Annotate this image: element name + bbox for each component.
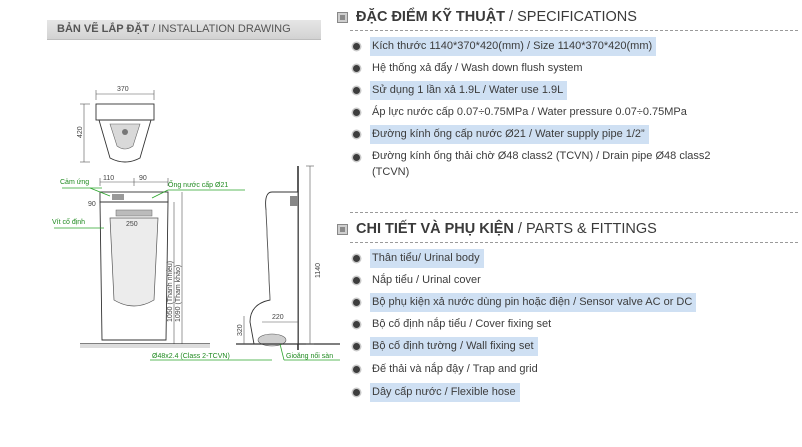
dim-90-left: 90 [88, 201, 96, 208]
label-cam-ung: Cảm ứng [60, 179, 90, 186]
spec-text: Áp lực nước cấp 0.07÷0.75MPa / Water pressure 0.07÷0.75MPa [372, 106, 687, 118]
part-text: Bộ phụ kiện xả nước dùng pin hoặc điện / Sensor valve AC or DC [370, 293, 696, 312]
installation-drawing [40, 60, 370, 380]
section-divider [350, 242, 798, 243]
label-gioang: Gioăng nối sàn [286, 353, 334, 360]
spec-text: Kích thước 1140*370*420(mm) / Size 1140*370*420(mm) [370, 37, 656, 56]
dim-370: 370 [117, 86, 129, 93]
bullet-icon [353, 154, 360, 161]
label-drain: Ø48x2.4 (Class 2-TCVN) [152, 353, 230, 360]
label-ong-nuoc-cap: Ống nước cấp Ø21 [168, 182, 229, 189]
part-text: Bộ cố định nắp tiểu / Cover fixing set [372, 318, 552, 330]
bullet-icon [353, 131, 360, 138]
bullet-icon [353, 109, 360, 116]
bullet-icon [353, 299, 360, 306]
drawing-svg [40, 60, 370, 380]
side-view [236, 166, 340, 360]
spec-text: Hệ thống xả đẩy / Wash down flush system [372, 62, 583, 74]
section-square-icon [337, 12, 348, 23]
specs-title-vn: ĐẶC ĐIỂM KỸ THUẬT [356, 9, 506, 25]
bullet-icon [353, 65, 360, 72]
spec-text: Đường kính ống thải chờ Ø48 class2 (TCVN) / Drain pipe Ø48 class2 (TCVN) [372, 150, 711, 178]
part-text: Thân tiểu/ Urinal body [370, 249, 484, 268]
section-divider [350, 30, 798, 31]
part-text: Dây cấp nước / Flexible hose [370, 383, 520, 402]
dim-320: 320 [237, 324, 244, 336]
part-text: Nắp tiểu / Urinal cover [372, 274, 481, 286]
dim-110: 110 [103, 175, 115, 182]
drawing-header-en: / INSTALLATION DRAWING [149, 23, 291, 35]
dim-1140: 1140 [315, 262, 322, 278]
section-square-icon [337, 224, 348, 235]
dim-250: 250 [126, 221, 138, 228]
drawing-header-vn: BẢN VẼ LẮP ĐẶT [57, 23, 150, 35]
part-text: Đế thải và nắp đậy / Trap and grid [372, 363, 538, 375]
bullet-icon [353, 343, 360, 350]
bullet-icon [353, 255, 360, 262]
parts-title-vn: CHI TIẾT VÀ PHỤ KIỆN [356, 221, 514, 237]
dim-90-top: 90 [139, 175, 147, 182]
dim-420: 420 [77, 126, 84, 138]
part-text: Bộ cố định tường / Wall fixing set [370, 337, 538, 356]
bullet-icon [353, 43, 360, 50]
spec-text: Đường kính ống cấp nước Ø21 / Water supply pipe 1/2” [370, 125, 649, 144]
specs-title-en: / SPECIFICATIONS [505, 9, 637, 25]
bullet-icon [353, 389, 360, 396]
dim-220: 220 [272, 314, 284, 321]
top-view [77, 86, 154, 162]
dim-height-total: 1090 (Tham khảo) [175, 264, 182, 322]
label-vit-co-dinh: Vít cố định [52, 219, 86, 226]
installation-drawing-header [47, 20, 321, 40]
bullet-icon [353, 321, 360, 328]
bullet-icon [353, 277, 360, 284]
parts-title-en: / PARTS & FITTINGS [513, 221, 657, 237]
dim-height-flush: 1050 (Thanh nhiều) [167, 260, 174, 322]
section-divider [350, 212, 798, 213]
spec-text: Sử dụng 1 lần xả 1.9L / Water use 1.9L [370, 81, 567, 100]
bullet-icon [353, 87, 360, 94]
bullet-icon [353, 366, 360, 373]
